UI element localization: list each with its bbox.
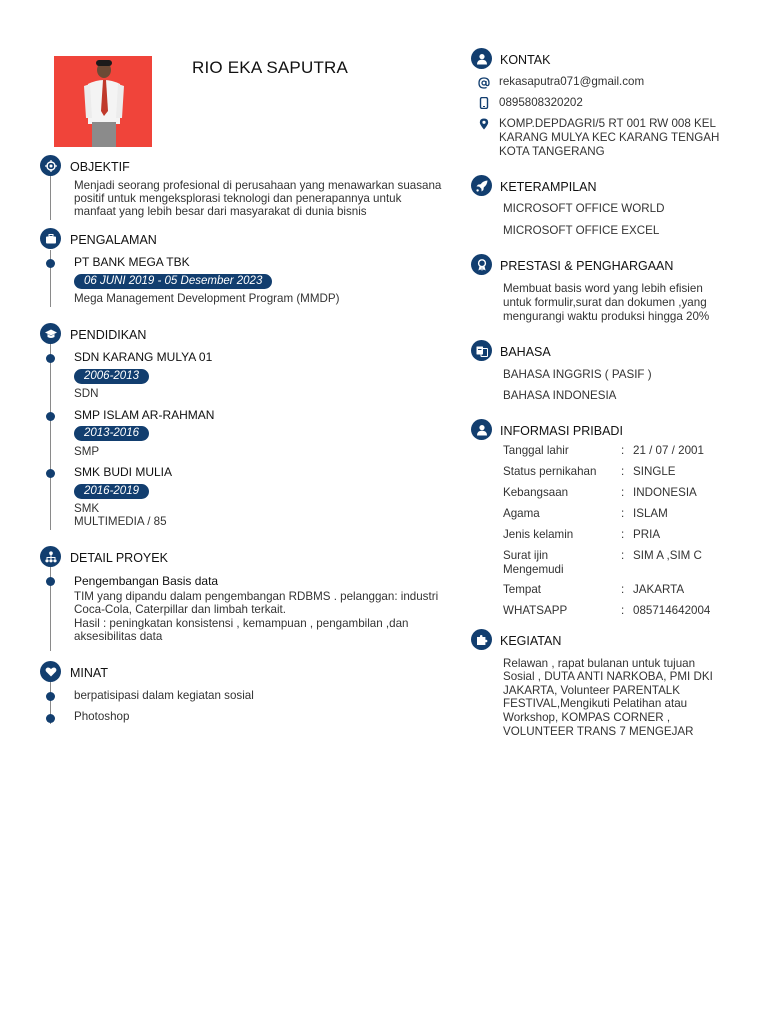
timeline-dot xyxy=(46,412,55,421)
info-value: INDONESIA xyxy=(633,486,697,499)
project-line: Hasil : peningkatan konsistensi , kemampuan , pengambilan ,dan xyxy=(74,617,409,630)
info-value: PRIA xyxy=(633,528,661,541)
activity-line: JAKARTA, Volunteer PARENTALK xyxy=(503,684,680,697)
objektif-line: positif untuk mengeksplorasi teknologi dan penerapannya untuk xyxy=(74,192,402,205)
timeline-line-pendidikan xyxy=(50,344,51,530)
timeline-dot xyxy=(46,469,55,478)
activity-line: FESTIVAL,Mengikuti Pelatihan atau xyxy=(503,697,688,710)
info-colon: : xyxy=(621,604,625,617)
achievement-line: mengurangi waktu produksi hingga 20% xyxy=(503,310,710,323)
info-value: 21 / 07 / 2001 xyxy=(633,444,704,457)
org-chart-icon xyxy=(40,546,61,567)
user-icon xyxy=(471,48,492,69)
section-title-prestasi: PRESTASI & PENGHARGAAN xyxy=(500,259,674,273)
info-value: SIM A ,SIM C xyxy=(633,549,702,562)
education-school: SMK BUDI MULIA xyxy=(74,465,173,479)
rocket-icon xyxy=(471,175,492,196)
objektif-line: manfaat yang lebih besar dari masyarakat di dunia bisnis xyxy=(74,205,367,218)
profile-photo xyxy=(54,56,152,147)
timeline-dot xyxy=(46,577,55,586)
section-title-pendidikan: PENDIDIKAN xyxy=(70,328,147,342)
timeline-dot xyxy=(46,259,55,268)
objektif-line: Menjadi seorang profesional di perusahaan yang menawarkan suasana xyxy=(74,179,442,192)
section-title-keterampilan: KETERAMPILAN xyxy=(500,180,597,194)
contact-address-line: KOMP.DEPDAGRI/5 RT 001 RW 008 KEL xyxy=(499,117,716,130)
section-title-kontak: KONTAK xyxy=(500,53,551,67)
activity-line: Sosial , DUTA ANTI NARKOBA, PMI DKI xyxy=(503,670,713,683)
education-level: SDN xyxy=(74,387,99,400)
project-line: TIM yang dipandu dalam pengembangan RDBMS . pelanggan: industri xyxy=(74,590,439,603)
experience-desc: Mega Management Development Program (MMDP) xyxy=(74,292,340,305)
info-label: Agama xyxy=(503,507,540,520)
info-label: Tempat xyxy=(503,583,542,596)
info-label: WHATSAPP xyxy=(503,604,568,617)
contact-address-line: KARANG MULYA KEC KARANG TENGAH xyxy=(499,131,720,144)
info-colon: : xyxy=(621,549,625,562)
skill-item: MICROSOFT OFFICE WORLD xyxy=(503,202,665,215)
info-colon: : xyxy=(621,465,625,478)
section-title-info: INFORMASI PRIBADI xyxy=(500,424,623,438)
location-pin-icon xyxy=(478,117,490,129)
timeline-dot xyxy=(46,714,55,723)
info-value: 085714642004 xyxy=(633,604,711,617)
info-colon: : xyxy=(621,507,625,520)
achievement-line: Membuat basis word yang lebih efisien xyxy=(503,282,703,295)
section-title-kegiatan: KEGIATAN xyxy=(500,634,562,648)
puzzle-icon xyxy=(471,629,492,650)
interest-item: Photoshop xyxy=(74,710,130,723)
info-colon: : xyxy=(621,583,625,596)
language-item: BAHASA INGGRIS ( PASIF ) xyxy=(503,368,652,381)
education-level: SMP xyxy=(74,445,100,458)
activity-line: Workshop, KOMPAS CORNER , xyxy=(503,711,671,724)
info-colon: : xyxy=(621,528,625,541)
education-period: 2016-2019 xyxy=(74,484,149,499)
section-title-objektif: OBJEKTIF xyxy=(70,160,130,174)
info-label: Surat ijin Mengemudi xyxy=(503,549,564,576)
info-value: JAKARTA xyxy=(633,583,685,596)
education-school: SMP ISLAM AR-RAHMAN xyxy=(74,408,215,422)
skill-item: MICROSOFT OFFICE EXCEL xyxy=(503,224,660,237)
info-label: Tanggal lahir xyxy=(503,444,569,457)
section-title-proyek: DETAIL PROYEK xyxy=(70,551,168,565)
section-title-bahasa: BAHASA xyxy=(500,345,551,359)
project-line: aksesibilitas data xyxy=(74,630,163,643)
language-item: BAHASA INDONESIA xyxy=(503,389,617,402)
heart-icon xyxy=(40,661,61,682)
info-value: ISLAM xyxy=(633,507,668,520)
activity-line: Relawan , rapat bulanan untuk tujuan xyxy=(503,657,696,670)
crosshair-icon xyxy=(40,155,61,176)
experience-period: 06 JUNI 2019 - 05 Desember 2023 xyxy=(74,274,272,289)
education-extra: MULTIMEDIA / 85 xyxy=(74,515,167,528)
contact-phone[interactable]: 0895808320202 xyxy=(499,96,583,109)
graduation-cap-icon xyxy=(40,323,61,344)
award-icon xyxy=(471,254,492,275)
timeline-dot xyxy=(46,354,55,363)
education-period: 2013-2016 xyxy=(74,426,149,441)
info-label: Jenis kelamin xyxy=(503,528,574,541)
timeline-dot xyxy=(46,692,55,701)
section-title-minat: MINAT xyxy=(70,666,108,680)
timeline-line-objektif xyxy=(50,176,51,220)
project-line: Coca-Cola, Caterpillar dan limbah terkait. xyxy=(74,603,286,616)
candidate-name: RIO EKA SAPUTRA xyxy=(192,58,349,77)
project-title: Pengembangan Basis data xyxy=(74,574,219,588)
info-colon: : xyxy=(621,444,625,457)
achievement-line: untuk formulir,surat dan dokumen ,yang xyxy=(503,296,707,309)
section-title-pengalaman: PENGALAMAN xyxy=(70,233,157,247)
user-icon xyxy=(471,419,492,440)
contact-email[interactable]: rekasaputra071@gmail.com xyxy=(499,75,645,88)
language-icon xyxy=(471,340,492,361)
experience-company: PT BANK MEGA TBK xyxy=(74,255,190,269)
education-level: SMK xyxy=(74,502,100,515)
education-school: SDN KARANG MULYA 01 xyxy=(74,350,213,364)
education-period: 2006-2013 xyxy=(74,369,149,384)
contact-address-line: KOTA TANGERANG xyxy=(499,145,605,158)
info-label: Kebangsaan xyxy=(503,486,569,499)
info-label: Status pernikahan xyxy=(503,465,597,478)
info-value: SINGLE xyxy=(633,465,676,478)
at-sign-icon xyxy=(478,76,490,88)
phone-icon xyxy=(478,96,490,108)
info-colon: : xyxy=(621,486,625,499)
briefcase-icon xyxy=(40,228,61,249)
interest-item: berpatisipasi dalam kegiatan sosial xyxy=(74,689,254,702)
activity-line: VOLUNTEER TRANS 7 MENGEJAR xyxy=(503,725,694,738)
